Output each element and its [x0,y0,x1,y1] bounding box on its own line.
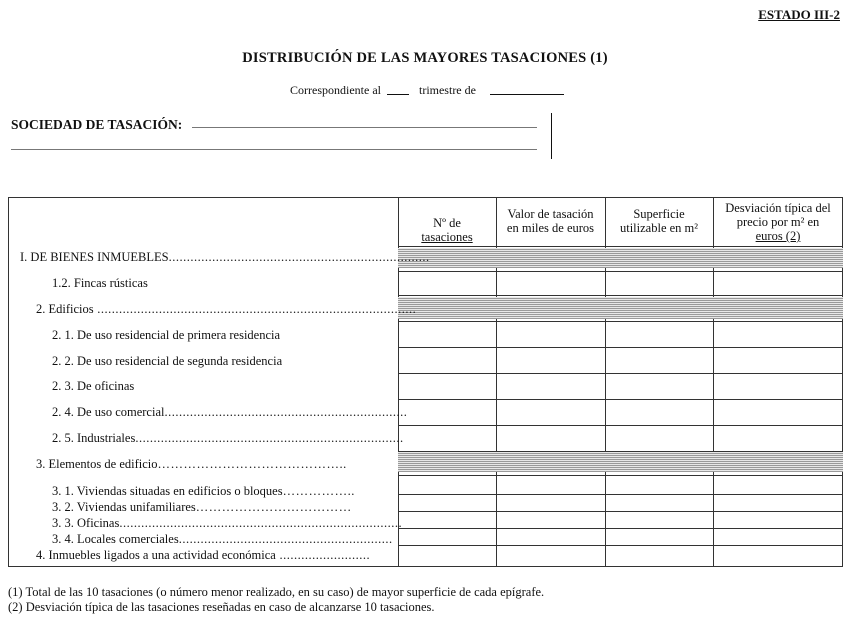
table-row-label: 2. Edificios ........................................................................................ [36,302,417,316]
quarter-blank[interactable] [387,94,409,95]
form-code: ESTADO III-2 [758,7,840,22]
period-prefix: Correspondiente al [290,83,381,97]
row-divider [398,399,842,400]
row-divider [398,475,842,476]
header-valor-line: Valor de tasación [507,207,594,221]
table-row-label: 2. 1. De uso residencial de primera residencia [52,328,281,342]
table-row-label: 3. 2. Viviendas unifamiliares……………………………… [52,500,352,514]
table-row-label: 3. 4. Locales comerciales........................................................... [52,532,393,546]
table-row-label: 2. 3. De oficinas [52,379,135,393]
company-name-line-1[interactable] [192,127,537,128]
table-row-label: 4. Inmuebles ligados a una actividad económica ......................... [36,548,371,562]
period-line [290,83,564,98]
header-num-line: Nº de [433,216,461,230]
row-divider [398,271,842,272]
header-desviacion-line: precio por m² en [736,215,820,229]
year-blank[interactable] [490,94,564,95]
valuations-table [8,197,843,567]
table-row-label: 2. 4. De uso comercial................................................................... [52,405,408,419]
row-divider [398,246,842,247]
table-row-label: 2. 2. De uso residencial de segunda residencia [52,354,283,368]
row-divider [398,545,842,546]
footnote-1: (1) Total de las 10 tasaciones (o número menor realizado, en su caso) de mayor superficie de cada epígrafe. [8,585,545,599]
footnote-2: (2) Desviación típica de las tasaciones reseñadas en caso de alcanzarse 10 tasaciones. [8,600,435,614]
row-divider [398,321,842,322]
header-superficie-line: Superficie [633,207,685,221]
row-divider [398,295,842,296]
row-divider [398,494,842,495]
company-label: SOCIEDAD DE TASACIÓN: [11,117,183,132]
header-desviacion-line: Desviación típica del [725,201,831,215]
header-num-line: tasaciones [421,230,473,244]
table-row-label: 3. 1. Viviendas situadas en edificios o bloques…………….. [52,484,355,498]
row-divider [398,373,842,374]
table-row-label: 3. 3. Oficinas.............................................................................. [52,516,403,530]
table-row-label: 3. Elementos de edificio…………………………………….. [36,457,347,471]
header-desviacion-line: euros (2) [755,229,801,243]
row-divider [398,511,842,512]
table-row-label: 1.2. Fincas rústicas [52,276,148,290]
period-middle: trimestre de [418,83,476,97]
header-valor-line: en miles de euros [506,221,595,235]
shaded-row-band [398,248,843,268]
table-row-label: I. DE BIENES INMUEBLES........................................................................ [20,250,430,264]
header-desviacion [713,198,843,248]
header-superficie-line: utilizable en m² [619,221,699,235]
row-divider [398,528,842,529]
row-divider [398,425,842,426]
row-divider [398,451,842,452]
company-name-line-2[interactable] [11,149,537,150]
table-row-label: 2. 5. Industriales.......................................................................... [52,431,404,445]
page-title: DISTRIBUCIÓN DE LAS MAYORES TASACIONES (1) [242,50,608,66]
shaded-row-band [398,452,843,472]
shaded-row-band [398,297,843,319]
company-box-divider [551,113,552,159]
row-divider [398,347,842,348]
